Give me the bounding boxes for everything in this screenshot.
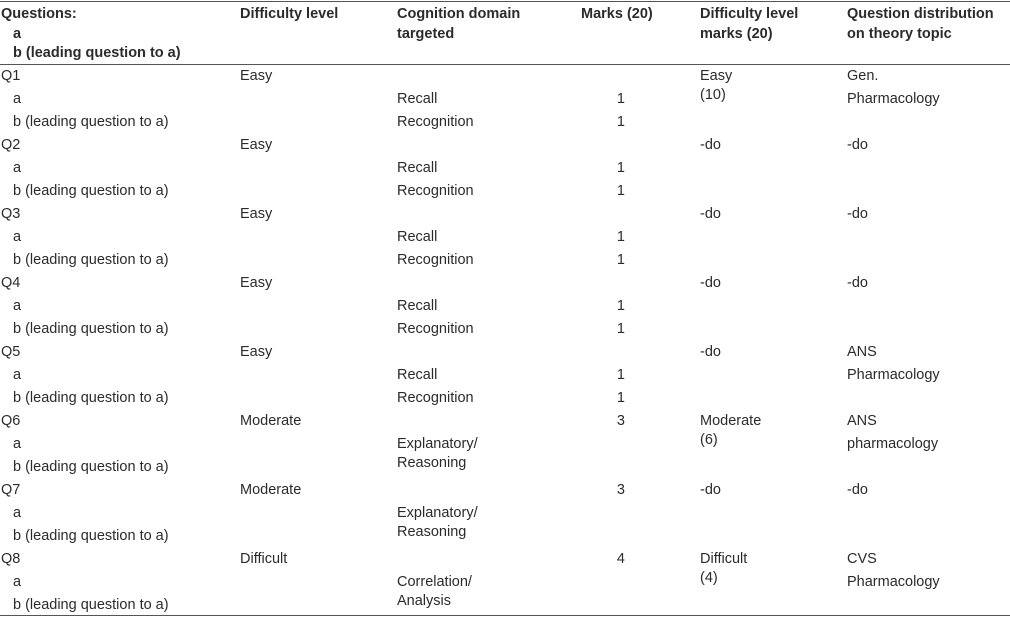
question-part-b: b (leading question to a) <box>13 597 169 613</box>
question-part-a: a <box>13 160 22 176</box>
marks-part-a: 1 <box>616 367 625 383</box>
difficulty-marks-line1: Moderate <box>700 413 762 429</box>
question-part-b: b (leading question to a) <box>13 252 169 268</box>
difficulty-level: Easy <box>240 68 273 84</box>
distribution-line1: ANS <box>847 344 877 360</box>
header-marks: Marks (20) <box>581 6 653 22</box>
cognition-b: Recognition <box>397 321 474 337</box>
question-part-a: a <box>13 91 22 107</box>
question-part-a: a <box>13 367 22 383</box>
cognition-a: Recall <box>397 298 438 314</box>
cognition-b: Analysis <box>397 593 451 609</box>
cognition-a: Recall <box>397 229 438 245</box>
cognition-a: Explanatory/ <box>397 505 478 521</box>
difficulty-marks-line1: -do <box>700 344 721 360</box>
question-part-b: b (leading question to a) <box>13 183 169 199</box>
marks-part-b: 1 <box>616 321 625 337</box>
difficulty-level: Difficult <box>240 551 288 567</box>
header-difficulty-marks-line2: marks (20) <box>700 26 773 42</box>
question-id: Q8 <box>1 551 21 567</box>
difficulty-level: Easy <box>240 206 273 222</box>
marks-part-b: 1 <box>616 252 625 268</box>
question-part-b: b (leading question to a) <box>13 459 169 475</box>
difficulty-level: Easy <box>240 275 273 291</box>
difficulty-level: Moderate <box>240 413 302 429</box>
cognition-a: Recall <box>397 91 438 107</box>
table-top-rule <box>0 1 1010 2</box>
difficulty-marks-line2: (6) <box>700 432 718 448</box>
difficulty-marks-line1: -do <box>700 206 721 222</box>
difficulty-marks-line1: Difficult <box>700 551 748 567</box>
marks-part-b: 1 <box>616 390 625 406</box>
header-rule <box>0 64 1010 65</box>
question-part-a: a <box>13 298 22 314</box>
marks-question: 4 <box>616 551 625 567</box>
cognition-b: Reasoning <box>397 455 467 471</box>
question-part-a: a <box>13 505 22 521</box>
question-part-a: a <box>13 229 22 245</box>
header-cognition-line2: targeted <box>397 26 455 42</box>
header-difficulty-marks-line1: Difficulty level <box>700 6 799 22</box>
marks-question: 3 <box>616 482 625 498</box>
distribution-line2: pharmacology <box>847 436 939 452</box>
difficulty-marks-line1: -do <box>700 137 721 153</box>
distribution-line1: -do <box>847 137 868 153</box>
cognition-a: Recall <box>397 160 438 176</box>
marks-part-b: 1 <box>616 183 625 199</box>
distribution-line2: Pharmacology <box>847 367 940 383</box>
difficulty-level: Easy <box>240 137 273 153</box>
difficulty-level: Easy <box>240 344 273 360</box>
header-cognition-line1: Cognition domain <box>397 6 521 22</box>
cognition-b: Reasoning <box>397 524 467 540</box>
distribution-line1: CVS <box>847 551 877 567</box>
question-part-a: a <box>13 436 22 452</box>
difficulty-marks-line2: (4) <box>700 570 718 586</box>
header-questions: Questions: <box>1 6 77 22</box>
marks-part-a: 1 <box>616 160 625 176</box>
cognition-a: Recall <box>397 367 438 383</box>
question-id: Q2 <box>1 137 21 153</box>
question-id: Q6 <box>1 413 21 429</box>
distribution-line1: -do <box>847 482 868 498</box>
question-part-b: b (leading question to a) <box>13 528 169 544</box>
question-id: Q1 <box>1 68 21 84</box>
header-questions-b: b (leading question to a) <box>13 45 181 61</box>
marks-part-b: 1 <box>616 114 625 130</box>
header-questions-a: a <box>13 26 22 42</box>
header-difficulty: Difficulty level <box>240 6 339 22</box>
difficulty-marks-line1: -do <box>700 482 721 498</box>
question-id: Q4 <box>1 275 21 291</box>
difficulty-level: Moderate <box>240 482 302 498</box>
question-part-a: a <box>13 574 22 590</box>
distribution-line2: Pharmacology <box>847 574 940 590</box>
difficulty-marks-line1: -do <box>700 275 721 291</box>
distribution-line1: -do <box>847 275 868 291</box>
distribution-line1: -do <box>847 206 868 222</box>
difficulty-marks-line2: (10) <box>700 87 726 103</box>
question-part-b: b (leading question to a) <box>13 114 169 130</box>
cognition-a: Explanatory/ <box>397 436 478 452</box>
cognition-a: Correlation/ <box>397 574 472 590</box>
question-part-b: b (leading question to a) <box>13 390 169 406</box>
question-id: Q5 <box>1 344 21 360</box>
marks-part-a: 1 <box>616 91 625 107</box>
distribution-line1: Gen. <box>847 68 879 84</box>
marks-question: 3 <box>616 413 625 429</box>
marks-part-a: 1 <box>616 229 625 245</box>
cognition-b: Recognition <box>397 183 474 199</box>
difficulty-marks-line1: Easy <box>700 68 733 84</box>
question-id: Q3 <box>1 206 21 222</box>
cognition-b: Recognition <box>397 252 474 268</box>
cognition-b: Recognition <box>397 114 474 130</box>
table-bottom-rule <box>0 615 1010 616</box>
question-part-b: b (leading question to a) <box>13 321 169 337</box>
question-id: Q7 <box>1 482 21 498</box>
header-distribution-line1: Question distribution <box>847 6 994 22</box>
distribution-line1: ANS <box>847 413 877 429</box>
distribution-line2: Pharmacology <box>847 91 940 107</box>
header-distribution-line2: on theory topic <box>847 26 952 42</box>
marks-part-a: 1 <box>616 298 625 314</box>
cognition-b: Recognition <box>397 390 474 406</box>
